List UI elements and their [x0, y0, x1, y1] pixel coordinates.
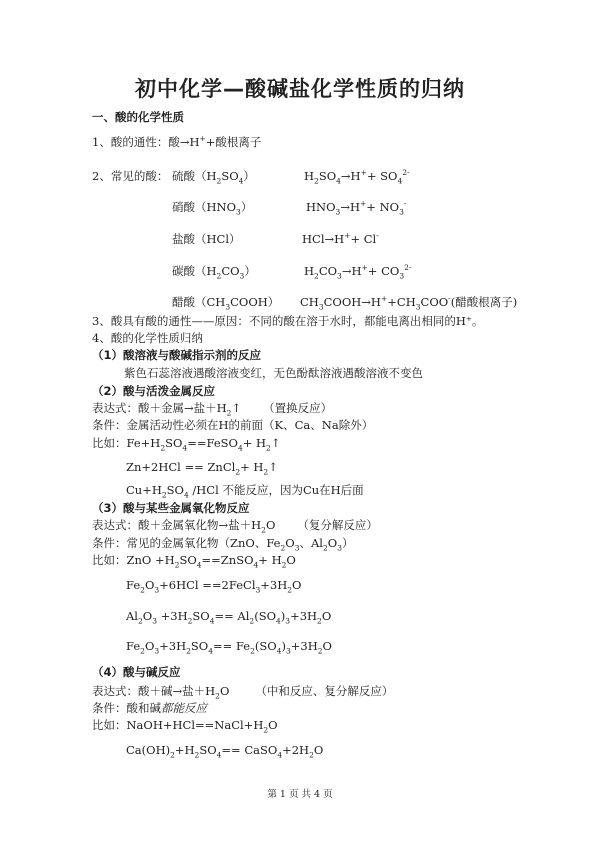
active-metal-condition: 条件：金属活动性必须在H的前面（K、Ca、Na除外）	[92, 418, 374, 432]
base-condition: 条件：酸和碱都能反应	[92, 701, 207, 715]
metal-oxide-expression: 表达式：酸＋金属氧化物→盐$+H_2O$ （复分解反应）	[92, 518, 378, 535]
ionization-hydrochloric: HCl→H++ Cl-	[302, 231, 379, 246]
metal-oxide-example-3: $Al_2O_3 +3H_2SO_4== Al_2(SO_4)_3+3H_2O$	[126, 609, 332, 626]
acid-name-acetic: 醋酸$(CH_3COOH)$	[172, 295, 280, 312]
metal-oxide-condition: 条件：常见的金属氧化物（ZnO、$Fe_2O_3$、$Al_2O_3$）	[92, 536, 354, 553]
page-title: 初中化学—酸碱盐化学性质的归纳	[135, 77, 465, 101]
section-heading-acid: 一、酸的化学性质	[92, 110, 184, 124]
active-metal-example-2: Zn+2HCl == ZnCl$_2$+ $H_2↑$	[126, 460, 278, 477]
subheading-base: （4）酸与碱反应	[92, 665, 181, 679]
active-metal-expression: 表达式：酸＋金属→盐$+H_2↑$ （置换反应）	[92, 401, 333, 418]
base-example-1: 比如：$NaOH+HCl==NaCl+H_2O$	[92, 718, 278, 735]
subheading-metal-oxide: （3）酸与某些金属氧化物反应	[92, 501, 250, 515]
common-acids-label: 2、常见的酸：	[92, 169, 169, 183]
base-expression: 表达式：酸＋碱→盐$+H_2O$ （中和反应、复分解反应）	[92, 684, 394, 701]
acid-name-hydrochloric: 盐酸（HCl）	[172, 232, 241, 246]
acid-reason-text: 3、酸具有酸的通性——原因：不同的酸在溶于水时，都能电离出相同的H⁺。	[92, 314, 484, 328]
acid-name-nitric: 硝酸$(HNO_3)$	[172, 200, 253, 217]
acid-name-carbonic: 碳酸$(H_2CO_3)$	[172, 264, 256, 281]
base-example-2: $Ca(OH)_2+H_2SO_4==$ $CaSO_4+2H_2O$	[126, 743, 324, 760]
indicator-text: 紫色石蕊溶液遇酸溶液变红，无色酚酞溶液遇酸溶液不变色	[124, 366, 423, 380]
metal-oxide-example-2: $Fe_2O_3+6HCl$ $==2FeCl_3+3H_2O$	[126, 578, 302, 595]
acid-name-sulfuric: 硫酸$(H_2SO_4)$	[172, 169, 255, 186]
ionization-sulfuric: $H_2SO_4\to H^++ SO_4^{2-}$	[304, 168, 410, 186]
acid-properties-summary: 4、酸的化学性质归纳	[92, 331, 203, 345]
acid-general-property: 1、酸的通性：酸→H++酸根离子	[92, 134, 262, 149]
subheading-active-metal: （2）酸与活泼金属反应	[92, 384, 216, 398]
active-metal-example-1: 比如：$Fe+H_2SO_4==FeSO_4+$ $H_2↑$	[92, 436, 281, 453]
ionization-nitric: $HNO_3\to H^++ NO_3^-$	[306, 199, 407, 217]
metal-oxide-example-1: 比如：ZnO $+H_2SO_4==ZnSO_4+ H_2O$	[92, 553, 296, 570]
ionization-acetic: $CH_3COOH\to H^++CH_3COO^-$(醋酸根离子)	[300, 294, 518, 312]
subheading-indicator: （1）酸溶液与酸碱指示剂的反应	[92, 348, 261, 362]
page-footer: 第 1 页 共 4 页	[267, 789, 333, 800]
metal-oxide-example-4: $Fe_2O_3+3H_2SO_4== Fe_2(SO_4)_3+3H_2O$	[126, 639, 332, 656]
active-metal-example-3: $Cu+H_2SO_4$ /HCl 不能反应，因为Cu在H后面	[126, 483, 364, 500]
ionization-carbonic: $H_2CO_3\to H^++ CO_3^{2-}$	[304, 263, 412, 281]
